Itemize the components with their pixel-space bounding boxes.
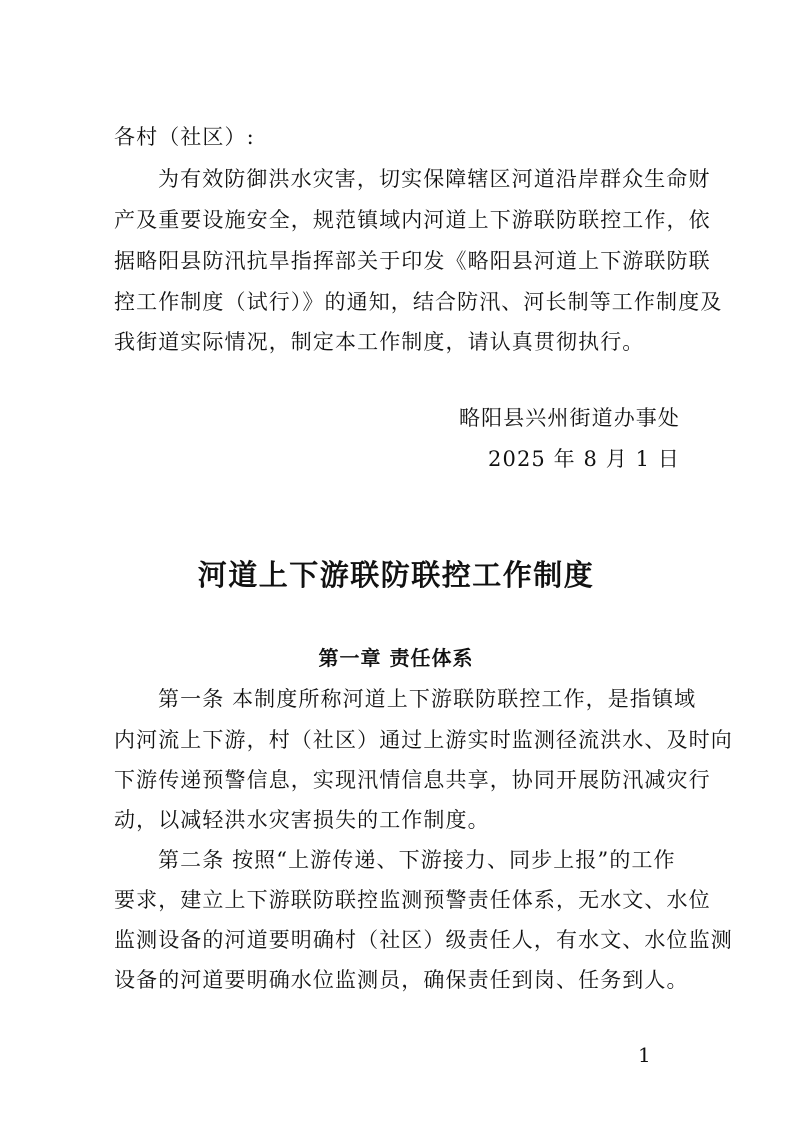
intro-line-3: 据略阳县防汛抗旱指挥部关于印发《略阳县河道上下游联防联	[114, 249, 711, 273]
intro-line-4: 控工作制度（试行）》的通知，结合防汛、河长制等工作制度及	[114, 290, 723, 314]
article-1-line-2: 内河流上下游，村（社区）通过上游实时监测径流洪水、及时向	[114, 728, 733, 752]
intro-line-5: 我街道实际情况，制定本工作制度，请认真贯彻执行。	[114, 330, 645, 354]
signature-date: 2025 年 8 月 1 日	[488, 447, 680, 471]
article-2-line-3: 监测设备的河道要明确村（社区）级责任人，有水文、水位监测	[114, 928, 733, 952]
page-number: 1	[638, 1043, 651, 1067]
signature: 略阳县兴州街道办事处	[459, 406, 680, 430]
intro-line-1: 为有效防御洪水灾害，切实保障辖区河道沿岸群众生命财	[158, 167, 711, 191]
article-1-line-4: 动，以减轻洪水灾害损失的工作制度。	[114, 808, 490, 832]
article-1-line-1: 第一条 本制度所称河道上下游联防联控工作，是指镇域	[158, 687, 697, 711]
document-title: 河道上下游联防联控工作制度	[197, 558, 595, 592]
article-2-line-1: 第二条 按照“上游传递、下游接力、同步上报”的工作	[158, 848, 676, 872]
chapter-title: 第一章 责任体系	[318, 646, 474, 670]
article-2-line-2: 要求，建立上下游联防联控监测预警责任体系，无水文、水位	[114, 888, 711, 912]
article-2-line-4: 设备的河道要明确水位监测员，确保责任到岗、任务到人。	[114, 968, 689, 992]
addressee: 各村（社区）:	[114, 125, 255, 149]
article-1-line-3: 下游传递预警信息，实现汛情信息共享，协同开展防汛减灾行	[114, 768, 711, 792]
intro-line-2: 产及重要设施安全，规范镇域内河道上下游联防联控工作，依	[114, 208, 711, 232]
